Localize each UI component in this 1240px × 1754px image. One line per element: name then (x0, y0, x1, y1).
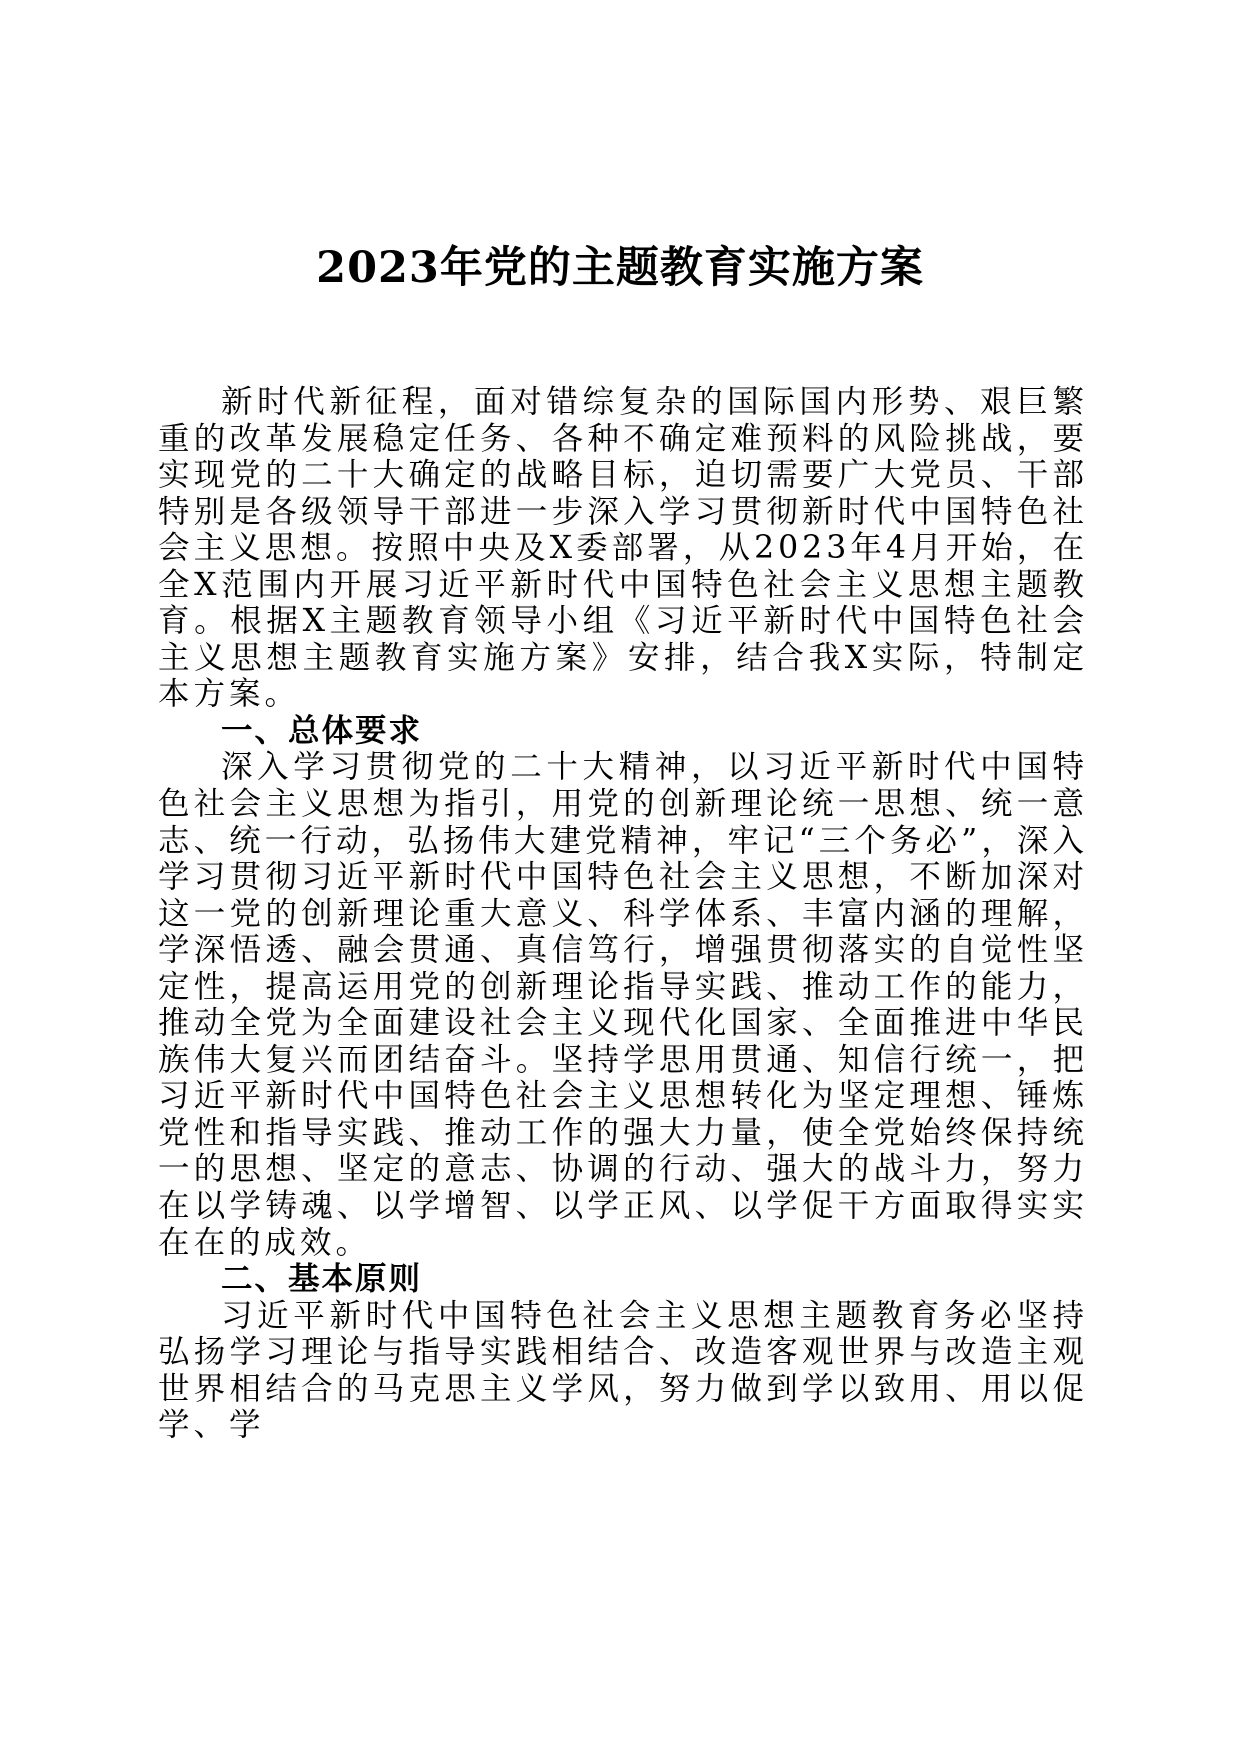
section-paragraph-basic-principles: 习近平新时代中国特色社会主义思想主题教育务必坚持弘扬学习理论与指导实践相结合、改造客观世界与改造主观世界相结合的马克思主义学风，努力做到学以致用、用以促学、学 (158, 1297, 1088, 1444)
section-paragraph-general-requirements: 深入学习贯彻党的二十大精神，以习近平新时代中国特色社会主义思想为指引，用党的创新理论统一思想、统一意志、统一行动，弘扬伟大建党精神，牢记“三个务必”，深入学习贯彻习近平新时代中国特色社会主义思想，不断加深对这一党的创新理论重大意义、科学体系、丰富内涵的理解，学深悟透、融会贯通、真信笃行，增强贯彻落实的自觉性坚定性，提高运用党的创新理论指导实践、推动工作的能力，推动全党为全面建设社会主义现代化国家、全面推进中华民族伟大复兴而团结奋斗。坚持学思用贯通、知信行统一，把习近平新时代中国特色社会主义思想转化为坚定理想、锤炼党性和指导实践、推动工作的强大力量，使全党始终保持统一的思想、坚定的意志、协调的行动、强大的战斗力，努力在以学铸魂、以学增智、以学正风、以学促干方面取得实实在在的成效。 (158, 749, 1088, 1261)
section-heading-basic-principles: 二、基本原则 (221, 1261, 423, 1298)
document-title: 2023年党的主题教育实施方案 (316, 243, 924, 293)
section-heading-general-requirements: 一、总体要求 (221, 712, 423, 749)
intro-paragraph: 新时代新征程，面对错综复杂的国际国内形势、艰巨繁重的改革发展稳定任务、各种不确定难预料的风险挑战，要实现党的二十大确定的战略目标，迫切需要广大党员、干部特别是各级领导干部进一步深入学习贯彻新时代中国特色社会主义思想。按照中央及X委部署，从2023年4月开始，在全X范围内开展习近平新时代中国特色社会主义思想主题教育。根据X主题教育领导小组《习近平新时代中国特色社会主义思想主题教育实施方案》安排，结合我X实际，特制定本方案。 (158, 384, 1088, 713)
document-body (158, 384, 1088, 1444)
